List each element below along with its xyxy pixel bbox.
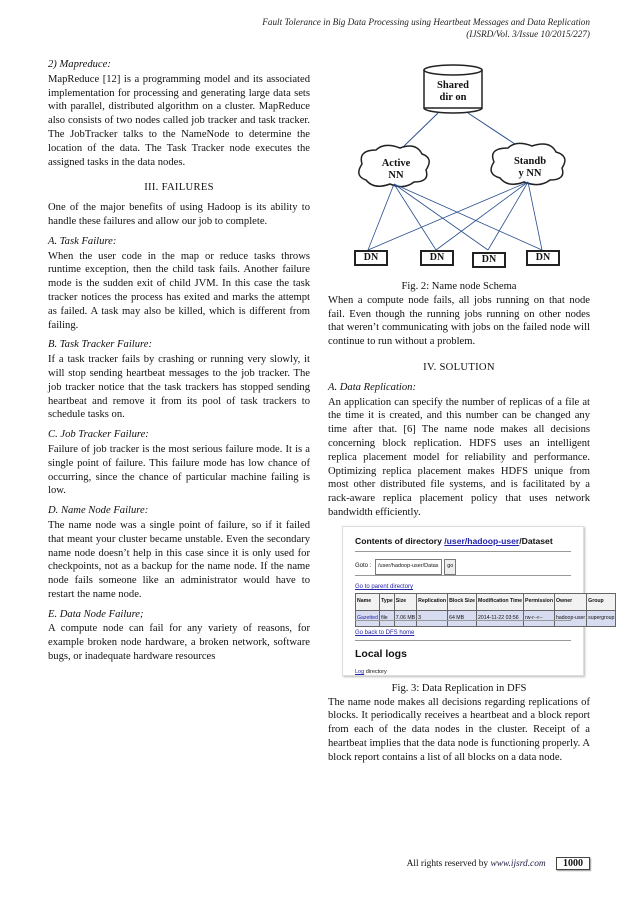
col-permission: Permission [524,593,555,610]
link-shared-active [400,113,438,150]
go-button[interactable]: go [444,559,456,575]
local-logs-heading: Local logs [355,647,407,660]
mapreduce-paragraph: MapReduce [12] is a programming model and its associated implementation for processing and generating large data sets with parallel, distributed algorithm on a cluster. MapReduce also consists of two nodes called job tracker and task tracker. The JobTracker talks to the NameNode to determine the location of the data. The Task Tracker node executes the assigned tasks in the data nodes. [48,73,310,168]
data-node-box-4: DN [526,250,560,266]
active-line-2: NN [388,170,404,181]
col-replication: Replication [417,593,448,610]
standby-line-1: Standb [513,156,547,167]
table-header-row [356,593,616,610]
data-node-paragraph: A compute node can fail for any variety of reasons, for example broken node hardware, a broken network, software bugs, or inadequate hardware resources [48,623,310,663]
section-failures-title: III. FAILURES [144,182,214,194]
nn-dn-links [368,182,542,250]
page-footer [407,857,590,870]
header-title: Fault Tolerance in Big Data Processing using Heartbeat Messages and Data Replication [262,17,590,27]
data-node-heading: E. Data Node Failure; [48,608,144,620]
standby-line-2: y NN [518,168,542,179]
data-node-box-3: DN [472,252,506,268]
page-number: 1000 [556,857,590,870]
cell-permission: rw-r--r-- [524,610,555,627]
job-tracker-paragraph: Failure of job tracker is the most serious failure mode. It is a single point of failure. This failure mode has low chance of occurring, since the chance of particular machine failing is low. [48,443,310,497]
data-node-box-1: DN [354,250,388,266]
dfs-goto-row [355,559,456,575]
task-tracker-heading: B. Task Tracker Failure: [48,339,152,351]
footer-site: www.ijsrd.com [490,859,546,869]
standby-nn-label [500,156,560,180]
running-header [262,16,590,40]
parent-directory-link[interactable]: Go to parent directory [355,583,414,590]
log-suffix: directory [364,668,387,675]
cell-size: 7.06 MB [394,610,416,627]
table-row [356,610,616,627]
task-failure-paragraph: When the user code in the map or reduce tasks throws runtime exception, then the child task fails. Another failure mode is the sudden exit of child JVM. In this case the task tracker notices the process has exited and marks the attempt as failed. A task may also be killed, which is different from failing. [48,250,310,331]
data-node-box-2: DN [420,250,454,266]
active-line-1: Active [381,158,411,169]
col-block-size: Block Size [448,593,477,610]
col-modification-time: Modification Time [477,593,524,610]
col-group: Group [587,593,616,610]
right-column [328,58,615,771]
col-name: Name [356,593,380,610]
cell-group: supergroup [587,610,616,627]
active-nn-label [368,158,424,182]
failures-intro: One of the major benefits of using Hadoop is its ability to handle these failures and allow our job to complete. [48,202,310,227]
heartbeat-paragraph: The name node makes all decisions regarding replications of blocks. It periodically receives a heartbeat and a block report from each of the data nodes in the cluster. Receipt of a heartbeat implies that the data node is functioning properly. A block report contains a list of all blocks on a data node. [328,696,590,763]
col-owner: Owner [555,593,587,610]
dfs-title-suffix: /Dataset [519,535,553,546]
log-link[interactable]: Log [355,668,365,675]
divider [355,551,571,552]
col-type: Type [380,593,395,610]
data-replication-heading: A. Data Replication: [328,381,416,393]
name-node-paragraph: The name node was a single point of failure, so if it failed that meant your cluster became unstable. Even the secondary name node doesn’t help in this case since it is only used for checkpoints, not as a backup for the name node. If the name node fails someone like an administrator would have to restart the name node. [48,519,310,600]
cell-modification-time: 2014-11-22 03:56 [477,610,524,627]
job-tracker-heading: C. Job Tracker Failure: [48,429,149,441]
shared-line-2: dir on [439,92,467,103]
divider [355,575,571,576]
cell-owner: hadoop-user [555,610,587,627]
log-directory-row [355,666,387,680]
dfs-file-table [355,593,616,628]
divider [355,640,571,641]
left-column [48,58,310,670]
cell-replication: 3 [417,610,448,627]
header-volume: (IJSRD/Vol. 3/Issue 10/2015/227) [466,29,590,39]
mapreduce-heading: 2) Mapreduce: [48,59,111,70]
compute-node-paragraph: When a compute node fails, all jobs running on that node fail. Even though the running jobs running on other nodes that weren’t communicating with jobs on the failed node will continue to run without a problem. [328,294,590,348]
cell-block-size: 64 MB [448,610,477,627]
name-node-heading: D. Name Node Failure: [48,505,149,517]
shared-dir-label [424,80,482,104]
shared-line-1: Shared [437,80,469,91]
dfs-directory-title [355,535,553,549]
col-size: Size [394,593,416,610]
dfs-home-link[interactable]: Go back to DFS home [355,629,415,636]
dfs-title-link[interactable]: /user/hadoop-user [444,535,520,546]
fig2-caption: Fig. 2: Name node Schema [401,281,517,292]
footer-rights: All rights reserved by [406,859,491,869]
goto-input[interactable]: /user/hadoop-user/Datas [375,559,442,575]
section-solution-title: IV. SOLUTION [423,361,495,373]
file-name-link[interactable]: Gazetted [356,610,380,627]
task-failure-heading: A. Task Failure: [48,235,117,247]
goto-label: Goto : [355,562,372,569]
divider [355,620,571,621]
data-replication-paragraph: An application can specify the number of replicas of a file at the time it is created, and this number can be changed any time after that. [6] The name node makes all decisions concerning block replication. HDFS uses an intelligent replica placement model for reliability and performance. Optimizing replica placement makes HDFS unique from most other distributed file systems, and is facilitated by a rack-aware replica placement policy that uses network bandwidth efficiently. [328,396,590,518]
dfs-screenshot-figure [342,526,615,676]
task-tracker-paragraph: If a task tracker fails by crashing or running very slowly, it will stop sending heartbeat messages to the job tracker. The job tracker notice that the task trackers has stopped sending heartbeat and remove it from its pool of task trackers to schedule tasks on. [48,354,310,421]
name-node-schema-figure [328,58,590,280]
dfs-title-prefix: Contents of directory [355,535,445,546]
cell-type: file [380,610,395,627]
fig3-caption: Fig. 3: Data Replication in DFS [391,682,527,694]
